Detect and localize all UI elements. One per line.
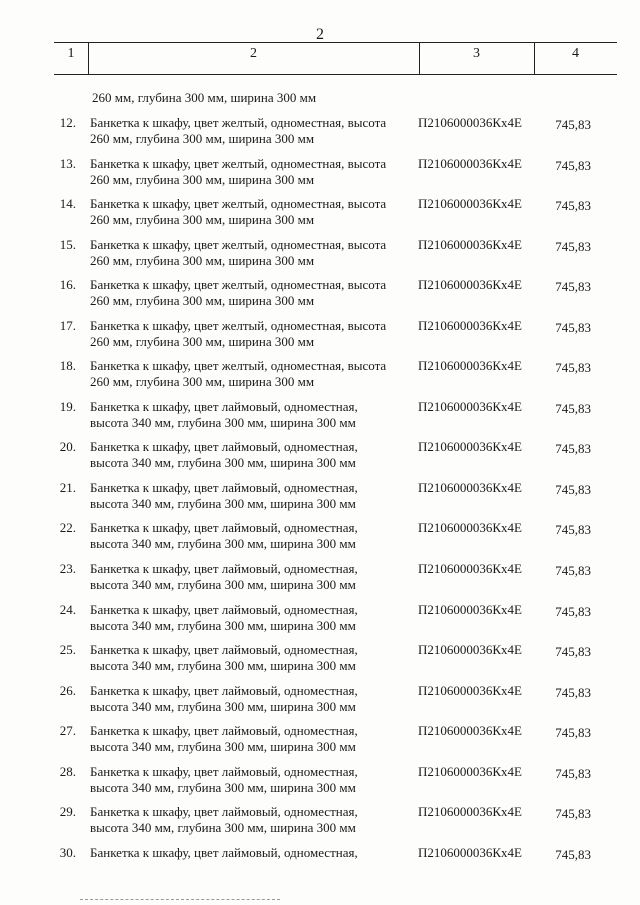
row-number: 15. [59, 236, 76, 252]
table-header [54, 42, 617, 75]
header-col-2: 2 [250, 46, 257, 61]
description-line-1: Банкетка к шкафу, цвет желтый, одноместная, высота [90, 358, 387, 374]
row-price: 745,83 [555, 400, 591, 416]
row-code: П2106000036Кх4Е [418, 155, 522, 171]
row-price: 745,83 [555, 684, 591, 700]
description-line-2: 260 мм, глубина 300 мм, ширина 300 мм [90, 333, 315, 349]
row-price: 745,83 [555, 846, 591, 862]
row-code: П2106000036Кх4Е [418, 520, 522, 536]
description-line-2: высота 340 мм, глубина 300 мм, ширина 300 мм [90, 536, 356, 552]
row-code: П2106000036Кх4Е [418, 763, 522, 779]
row-price: 745,83 [555, 117, 591, 132]
row-number: 12. [59, 115, 76, 130]
row-price: 745,83 [555, 157, 591, 173]
row-number: 16. [59, 277, 76, 293]
row-price: 745,83 [555, 563, 591, 579]
description-line-1: Банкетка к шкафу, цвет лаймовый, одноместная, [90, 723, 358, 739]
table-row [0, 843, 640, 884]
description-line-1: Банкетка к шкафу, цвет желтый, одноместная, высота [90, 317, 387, 333]
row-number: 20. [59, 439, 76, 455]
description-line-2: 260 мм, глубина 300 мм, ширина 300 мм [90, 131, 315, 146]
row-price: 745,83 [555, 765, 591, 781]
row-number: 29. [59, 804, 76, 820]
table-row [0, 681, 640, 722]
description-line-1: Банкетка к шкафу, цвет лаймовый, одноместная, [90, 804, 358, 820]
row-code: П2106000036Кх4Е [418, 601, 522, 617]
row-code: П2106000036Кх4Е [418, 236, 522, 252]
row-code: П2106000036Кх4Е [418, 723, 522, 739]
row-number: 28. [59, 763, 76, 779]
table-row [0, 235, 640, 276]
row-code: П2106000036Кх4Е [418, 804, 522, 820]
description-line-1: Банкетка к шкафу, цвет лаймовый, одноместная, [90, 439, 358, 455]
row-number: 24. [59, 601, 76, 617]
row-code: П2106000036Кх4Е [418, 196, 522, 212]
table-row [0, 194, 640, 235]
row-price: 745,83 [555, 522, 591, 538]
row-code: П2106000036Кх4Е [418, 439, 522, 455]
row-description [90, 804, 400, 836]
description-line-1: Банкетка к шкафу, цвет лаймовый, одноместная, [90, 763, 358, 779]
row-number: 23. [59, 561, 76, 577]
row-number: 22. [59, 520, 76, 536]
row-number: 30. [59, 844, 76, 860]
description-line-2: высота 340 мм, глубина 300 мм, ширина 300 мм [90, 414, 356, 430]
description-line-1: Банкетка к шкафу, цвет лаймовый, одноместная, [90, 844, 358, 860]
row-code: П2106000036Кх4Е [418, 479, 522, 495]
description-line-2: высота 340 мм, глубина 300 мм, ширина 300 мм [90, 658, 356, 674]
table-row [0, 113, 640, 154]
description-line-2: высота 340 мм, глубина 300 мм, ширина 300 мм [90, 455, 356, 471]
table-row [0, 397, 640, 438]
continuation-text: 260 мм, глубина 300 мм, ширина 300 мм [92, 90, 317, 105]
row-price: 745,83 [555, 806, 591, 822]
table-row [0, 275, 640, 316]
row-price: 745,83 [555, 644, 591, 660]
row-description [90, 723, 400, 755]
row-price: 745,83 [555, 279, 591, 295]
row-code: П2106000036Кх4Е [418, 317, 522, 333]
row-number: 27. [59, 723, 76, 739]
description-line-1: Банкетка к шкафу, цвет лаймовый, одноместная, [90, 642, 358, 658]
row-price: 745,83 [555, 481, 591, 497]
description-line-1: Банкетка к шкафу, цвет желтый, одноместная, высота [90, 277, 387, 293]
row-number: 18. [59, 358, 76, 374]
page-number: 2 [316, 26, 324, 43]
row-code: П2106000036Кх4Е [418, 642, 522, 658]
row-price: 745,83 [555, 319, 591, 335]
row-description [90, 237, 400, 269]
row-description [90, 764, 400, 796]
row-description [90, 480, 400, 512]
description-line-2: высота 340 мм, глубина 300 мм, ширина 300 мм [90, 779, 356, 795]
description-line-1: Банкетка к шкафу, цвет лаймовый, одноместная, [90, 682, 358, 698]
description-line-2: 260 мм, глубина 300 мм, ширина 300 мм [90, 212, 315, 228]
table-row [0, 802, 640, 843]
description-line-1: Банкетка к шкафу, цвет лаймовый, одноместная, [90, 398, 358, 414]
row-code: П2106000036Кх4Е [418, 682, 522, 698]
row-number: 13. [59, 155, 76, 171]
description-line-2: высота 340 мм, глубина 300 мм, ширина 300 мм [90, 698, 356, 714]
row-description [90, 196, 400, 228]
row-code: П2106000036Кх4Е [418, 844, 522, 860]
description-line-2: 260 мм, глубина 300 мм, ширина 300 мм [90, 293, 315, 309]
row-number: 19. [59, 398, 76, 414]
row-price: 745,83 [555, 360, 591, 376]
table-row [0, 356, 640, 397]
row-description [90, 602, 400, 634]
description-line-2: высота 340 мм, глубина 300 мм, ширина 300 мм [90, 495, 356, 511]
row-price: 745,83 [555, 441, 591, 457]
row-number: 21. [59, 479, 76, 495]
row-number: 14. [59, 196, 76, 212]
row-price: 745,83 [555, 603, 591, 619]
row-code: П2106000036Кх4Е [418, 358, 522, 374]
row-description [90, 277, 400, 309]
table-body [0, 113, 640, 883]
header-col-4: 4 [572, 46, 579, 61]
row-code: П2106000036Кх4Е [418, 115, 522, 130]
description-line-1: Банкетка к шкафу, цвет желтый, одноместная, высота [90, 236, 387, 252]
row-description [90, 683, 400, 715]
header-col-1: 1 [67, 46, 75, 61]
row-price: 745,83 [555, 725, 591, 741]
description-line-1: Банкетка к шкафу, цвет лаймовый, одноместная, [90, 479, 358, 495]
row-code: П2106000036Кх4Е [418, 398, 522, 414]
row-description [90, 845, 400, 861]
description-line-1: Банкетка к шкафу, цвет желтый, одноместная, высота [90, 115, 387, 130]
description-line-2: высота 340 мм, глубина 300 мм, ширина 300 мм [90, 577, 356, 593]
description-line-1: Банкетка к шкафу, цвет желтый, одноместная, высота [90, 155, 387, 171]
table-row [0, 518, 640, 559]
row-price: 745,83 [555, 238, 591, 254]
row-description [90, 318, 400, 350]
row-description [90, 561, 400, 593]
row-description [90, 439, 400, 471]
description-line-1: Банкетка к шкафу, цвет лаймовый, одноместная, [90, 520, 358, 536]
description-line-1: Банкетка к шкафу, цвет лаймовый, одноместная, [90, 561, 358, 577]
table-row [0, 154, 640, 195]
row-number: 17. [59, 317, 76, 333]
table-row [0, 762, 640, 803]
row-description [90, 642, 400, 674]
table-row [0, 437, 640, 478]
row-price: 745,83 [555, 198, 591, 214]
row-description [90, 520, 400, 552]
description-line-2: 260 мм, глубина 300 мм, ширина 300 мм [90, 374, 315, 390]
table-row [0, 478, 640, 519]
table-row [0, 600, 640, 641]
table-row [0, 640, 640, 681]
table-row [0, 559, 640, 600]
description-line-1: Банкетка к шкафу, цвет лаймовый, одноместная, [90, 601, 358, 617]
row-description [90, 399, 400, 431]
description-line-2: высота 340 мм, глубина 300 мм, ширина 300 мм [90, 820, 356, 836]
row-code: П2106000036Кх4Е [418, 561, 522, 577]
description-line-2: 260 мм, глубина 300 мм, ширина 300 мм [90, 171, 315, 187]
description-line-1: Банкетка к шкафу, цвет желтый, одноместная, высота [90, 196, 387, 212]
description-line-2: 260 мм, глубина 300 мм, ширина 300 мм [90, 252, 315, 268]
row-description [90, 156, 400, 188]
row-code: П2106000036Кх4Е [418, 277, 522, 293]
description-line-2: высота 340 мм, глубина 300 мм, ширина 300 мм [90, 739, 356, 755]
table-row [0, 316, 640, 357]
row-number: 26. [59, 682, 76, 698]
row-number: 25. [59, 642, 76, 658]
row-description [90, 358, 400, 390]
footer-rule [80, 899, 280, 901]
table-row [0, 721, 640, 762]
row-description [90, 115, 400, 147]
header-col-3: 3 [473, 46, 480, 61]
description-line-2: высота 340 мм, глубина 300 мм, ширина 300 мм [90, 617, 356, 633]
